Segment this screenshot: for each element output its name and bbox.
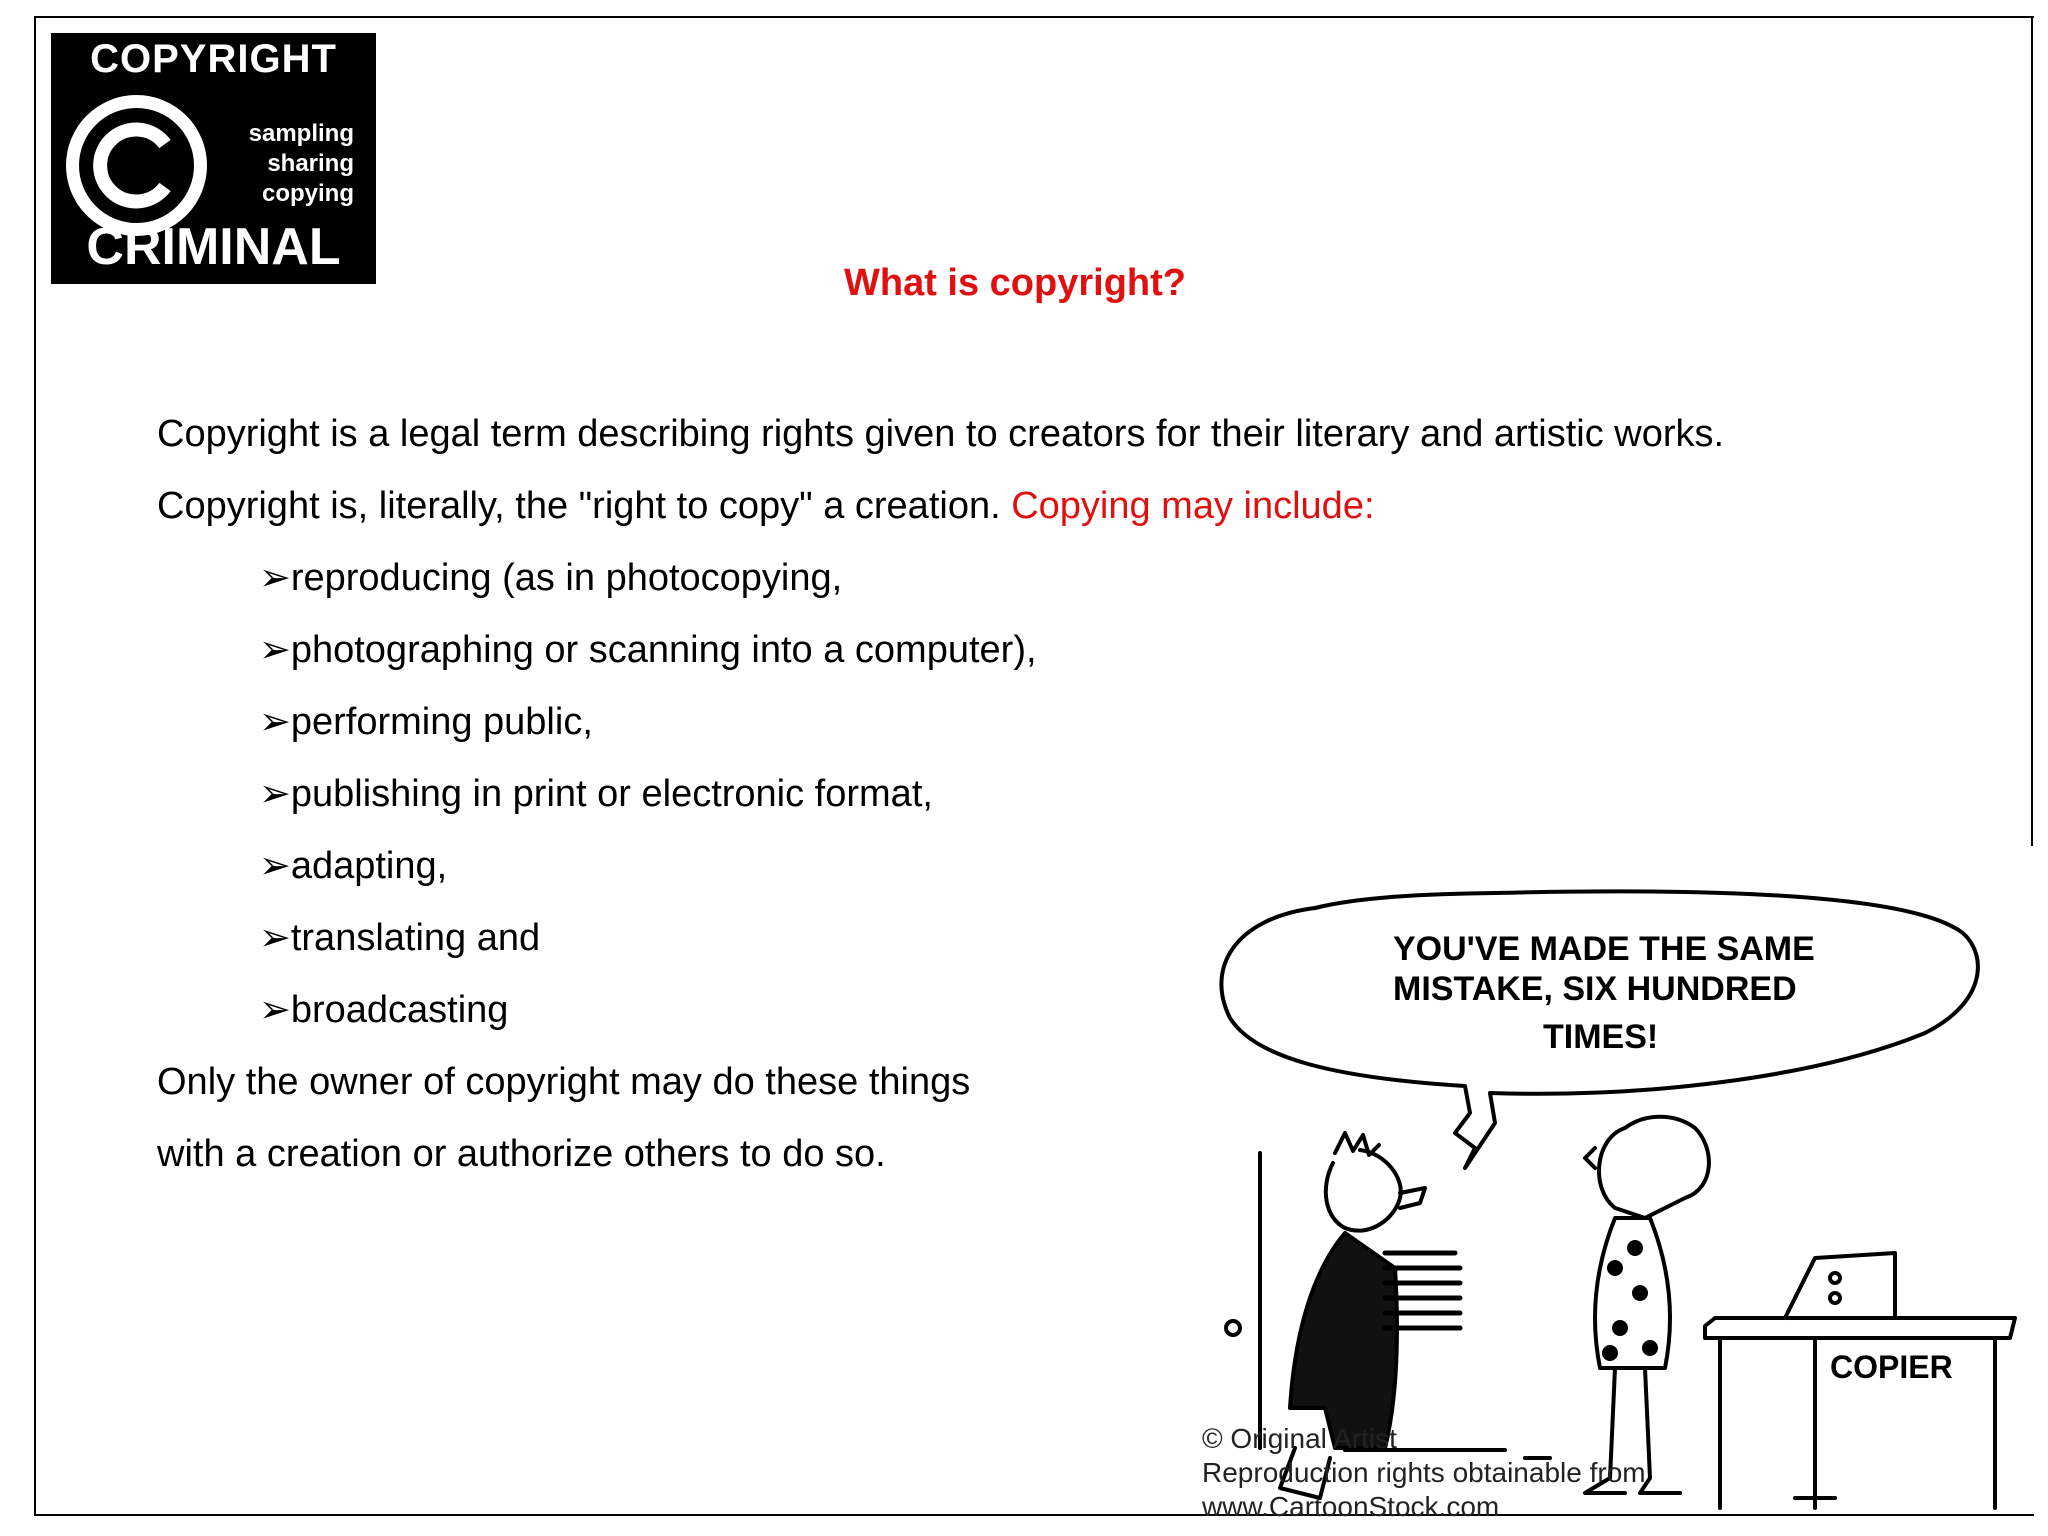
list-item xyxy=(157,542,1724,614)
speech-line-3: TIMES! xyxy=(1543,1018,1659,1056)
copyright-criminal-logo xyxy=(51,33,376,284)
arrow-bullet-icon: ➢ xyxy=(259,989,291,1031)
speech-line-1: YOU'VE MADE THE SAME xyxy=(1393,930,1815,968)
bullet-text: adapting, xyxy=(290,845,448,887)
logo-bottom-text: CRIMINAL xyxy=(86,218,341,276)
cartoon-credit xyxy=(1202,1422,1646,1524)
list-item xyxy=(157,686,1724,758)
paragraph-line-2 xyxy=(157,470,1724,542)
bullet-text: publishing in print or electronic format, xyxy=(290,773,933,815)
bullet-text: translating and xyxy=(290,917,541,959)
logo-top-text: COPYRIGHT xyxy=(90,37,337,81)
copier-machine xyxy=(1705,1253,2015,1508)
credit-line-2: Reproduction rights obtainable from xyxy=(1202,1457,1646,1488)
logo-words xyxy=(249,119,354,209)
logo-word-copying: copying xyxy=(261,180,354,207)
arrow-bullet-icon: ➢ xyxy=(259,557,291,599)
page-title: What is copyright? xyxy=(844,262,1186,304)
closing-line-2: with a creation or authorize others to do so. xyxy=(157,1133,886,1175)
paragraph-line-1: Copyright is a legal term describing rights given to creators for their literary and artistic works. xyxy=(157,413,1725,455)
arrow-bullet-icon: ➢ xyxy=(259,917,291,959)
bullet-text: broadcasting xyxy=(290,989,509,1031)
arrow-bullet-icon: ➢ xyxy=(259,773,291,815)
speech-line-2: MISTAKE, SIX HUNDRED xyxy=(1393,970,1797,1008)
credit-line-1: © Original Artist xyxy=(1202,1423,1397,1454)
logo-word-sampling: sampling xyxy=(248,120,354,147)
arrow-bullet-icon: ➢ xyxy=(259,629,291,671)
paragraph-line-2-text: Copyright is, literally, the "right to copy" a creation. xyxy=(157,485,1012,527)
copying-may-include-text: Copying may include: xyxy=(1011,485,1375,527)
bullet-text: reproducing (as in photocopying, xyxy=(290,557,843,599)
copyright-symbol-icon xyxy=(65,94,208,237)
credit-line-3: www.CartoonStock.com xyxy=(1202,1491,1500,1522)
list-item xyxy=(157,758,1724,830)
list-item xyxy=(157,614,1724,686)
bullet-text: performing public, xyxy=(290,701,593,743)
arrow-bullet-icon: ➢ xyxy=(259,845,291,887)
logo-word-sharing: sharing xyxy=(267,150,354,177)
bullet-text: photographing or scanning into a computer), xyxy=(290,629,1037,671)
arrow-bullet-icon: ➢ xyxy=(259,701,291,743)
slide-frame-right-edge xyxy=(2031,16,2033,846)
closing-line-1: Only the owner of copyright may do these things xyxy=(157,1061,971,1103)
copier-label: COPIER xyxy=(1830,1349,1953,1385)
